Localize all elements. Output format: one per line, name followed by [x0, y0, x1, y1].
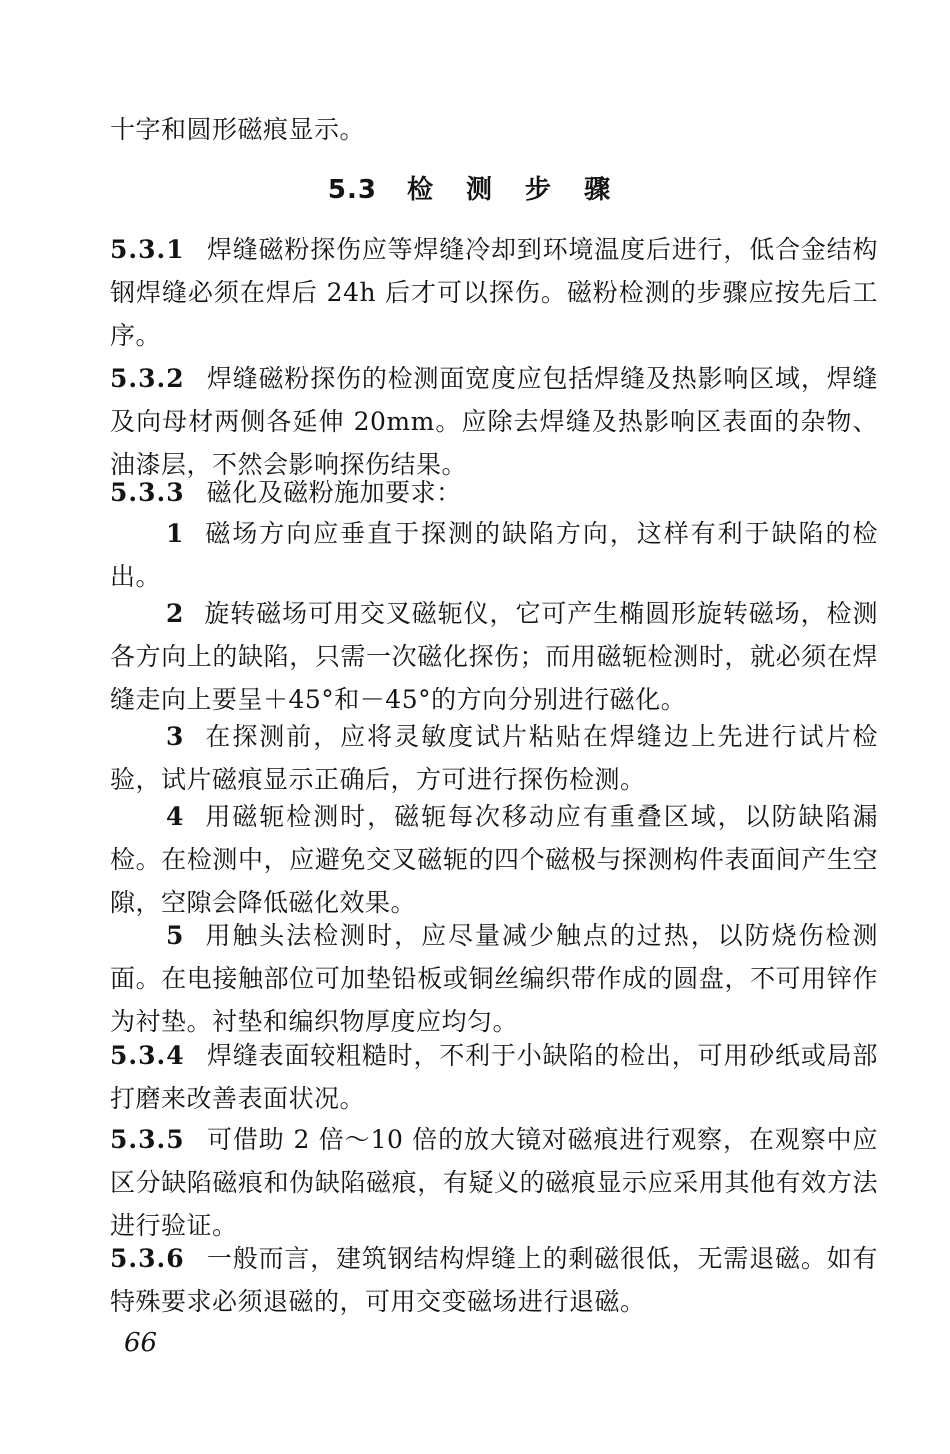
item-number: 1 — [166, 519, 184, 548]
clause-5-3-5 — [110, 1118, 878, 1247]
item-1 — [110, 512, 878, 598]
clause-5-3-2 — [110, 357, 878, 486]
page-number: 66 — [124, 1328, 158, 1358]
clause-number: 5.3.2 — [110, 364, 185, 393]
item-number: 4 — [166, 802, 184, 831]
item-4 — [110, 795, 878, 924]
clause-5-3-4 — [110, 1034, 878, 1120]
clause-text: 焊缝表面较粗糙时，不利于小缺陷的检出，可用砂纸或局部打磨来改善表面状况。 — [110, 1041, 878, 1113]
clause-5-3-3 — [110, 471, 878, 514]
clause-text: 可借助 2 倍～10 倍的放大镜对磁痕进行观察，在观察中应区分缺陷磁痕和伪缺陷磁痕，有疑义的磁痕显示应采用其他有效方法进行验证。 — [110, 1125, 878, 1240]
section-number: 5.3 — [327, 175, 377, 205]
item-text: 旋转磁场可用交叉磁轭仪，它可产生椭圆形旋转磁场，检测各方向上的缺陷，只需一次磁化探伤；而用磁轭检测时，就必须在焊缝走向上要呈＋45°和－45°的方向分别进行磁化。 — [110, 599, 878, 714]
section-title: 检 测 步 骤 — [406, 175, 623, 205]
clause-number: 5.3.4 — [110, 1041, 185, 1070]
item-3 — [110, 715, 878, 801]
item-number: 5 — [166, 921, 184, 950]
clause-number: 5.3.6 — [110, 1244, 185, 1273]
clause-number: 5.3.3 — [110, 478, 185, 507]
item-text: 磁场方向应垂直于探测的缺陷方向，这样有利于缺陷的检出。 — [110, 519, 878, 591]
clause-text: 一般而言，建筑钢结构焊缝上的剩磁很低，无需退磁。如有特殊要求必须退磁的，可用交变磁场进行退磁。 — [110, 1244, 878, 1316]
intro-line — [110, 108, 878, 151]
clause-text: 焊缝磁粉探伤的检测面宽度应包括焊缝及热影响区域，焊缝及向母材两侧各延伸 20mm。应除去焊缝及热影响区表面的杂物、油漆层，不然会影响探伤结果。 — [110, 364, 878, 479]
clause-text: 焊缝磁粉探伤应等焊缝冷却到环境温度后进行，低合金结构钢焊缝必须在焊后 24h 后才可以探伤。磁粉检测的步骤应按先后工序。 — [110, 235, 878, 350]
item-number: 2 — [166, 599, 184, 628]
item-text: 用磁轭检测时，磁轭每次移动应有重叠区域，以防缺陷漏检。在检测中，应避免交叉磁轭的四个磁极与探测构件表面间产生空隙，空隙会降低磁化效果。 — [110, 802, 878, 917]
item-number: 3 — [166, 722, 184, 751]
intro-line-text: 十字和圆形磁痕显示。 — [110, 115, 366, 144]
clause-number: 5.3.1 — [110, 235, 185, 264]
clause-5-3-1 — [110, 228, 878, 357]
clause-5-3-6 — [110, 1237, 878, 1323]
item-5 — [110, 914, 878, 1043]
item-2 — [110, 592, 878, 721]
item-text: 在探测前，应将灵敏度试片粘贴在焊缝边上先进行试片检验，试片磁痕显示正确后，方可进行探伤检测。 — [110, 722, 878, 794]
clause-number: 5.3.5 — [110, 1125, 185, 1154]
item-text: 用触头法检测时，应尽量减少触点的过热，以防烧伤检测面。在电接触部位可加垫铅板或铜丝编织带作成的圆盘，不可用锌作为衬垫。衬垫和编织物厚度应均匀。 — [110, 921, 878, 1036]
clause-text: 磁化及磁粉施加要求： — [206, 478, 462, 507]
section-heading — [0, 168, 950, 212]
